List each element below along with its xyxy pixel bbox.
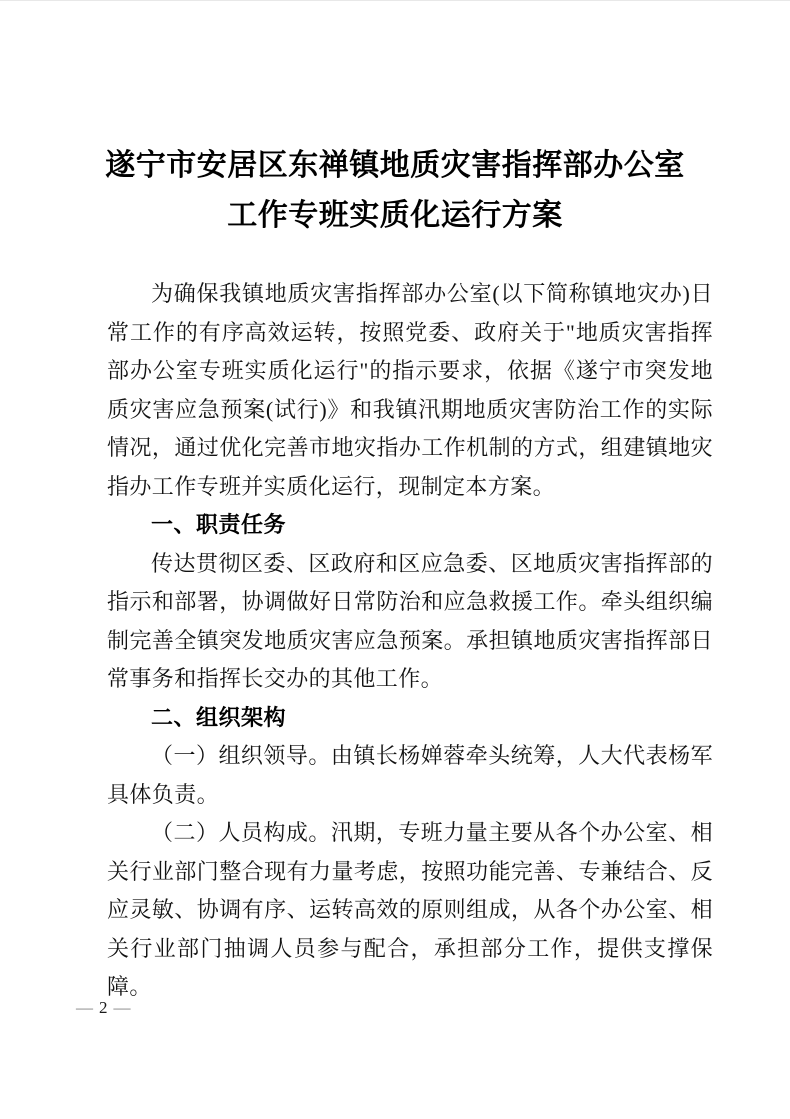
- page-footer: [70, 996, 137, 1020]
- document-body: [107, 275, 713, 1007]
- structure-paragraph-personnel: （二）人员构成。汛期，专班力量主要从各个办公室、相关行业部门整合现有力量考虑，按照功能完善、专兼结合、反应灵敏、协调有序、运转高效的原则组成，从各个办公室、相关行业部门抽调人员参与配合，承担部分工作，提供支撑保障。: [107, 820, 713, 999]
- footer-page-number: 2: [99, 998, 108, 1017]
- document-title: [40, 141, 750, 241]
- footer-dash-left: —: [76, 998, 93, 1017]
- intro-paragraph: 为确保我镇地质灾害指挥部办公室(以下简称镇地灾办)日常工作的有序高效运转，按照党委、政府关于"地质灾害指挥部办公室专班实质化运行"的指示要求，依据《遂宁市突发地质灾害应急预案(试行)》和我镇汛期地质灾害防治工作的实际情况，通过优化完善市地灾指办工作机制的方式，组建镇地灾指办工作专班并实质化运行，现制定本方案。: [107, 281, 713, 499]
- document-title-line-2: 工作专班实质化运行方案: [227, 198, 563, 233]
- duties-paragraph: 传达贯彻区委、区政府和区应急委、区地质灾害指挥部的指示和部署，协调做好日常防治和应急救援工作。牵头组织编制完善全镇突发地质灾害应急预案。承担镇地质灾害指挥部日常事务和指挥长交办的其他工作。: [107, 550, 713, 691]
- structure-paragraph-leadership: （一）组织领导。由镇长杨婵蓉牵头统筹，人大代表杨军具体负责。: [107, 743, 713, 807]
- section-heading-duties: 一、职责任务: [151, 512, 287, 537]
- footer-dash-right: —: [113, 998, 131, 1017]
- document-title-line-1: 遂宁市安居区东禅镇地质灾害指挥部办公室: [105, 148, 685, 183]
- section-heading-structure: 二、组织架构: [151, 704, 287, 730]
